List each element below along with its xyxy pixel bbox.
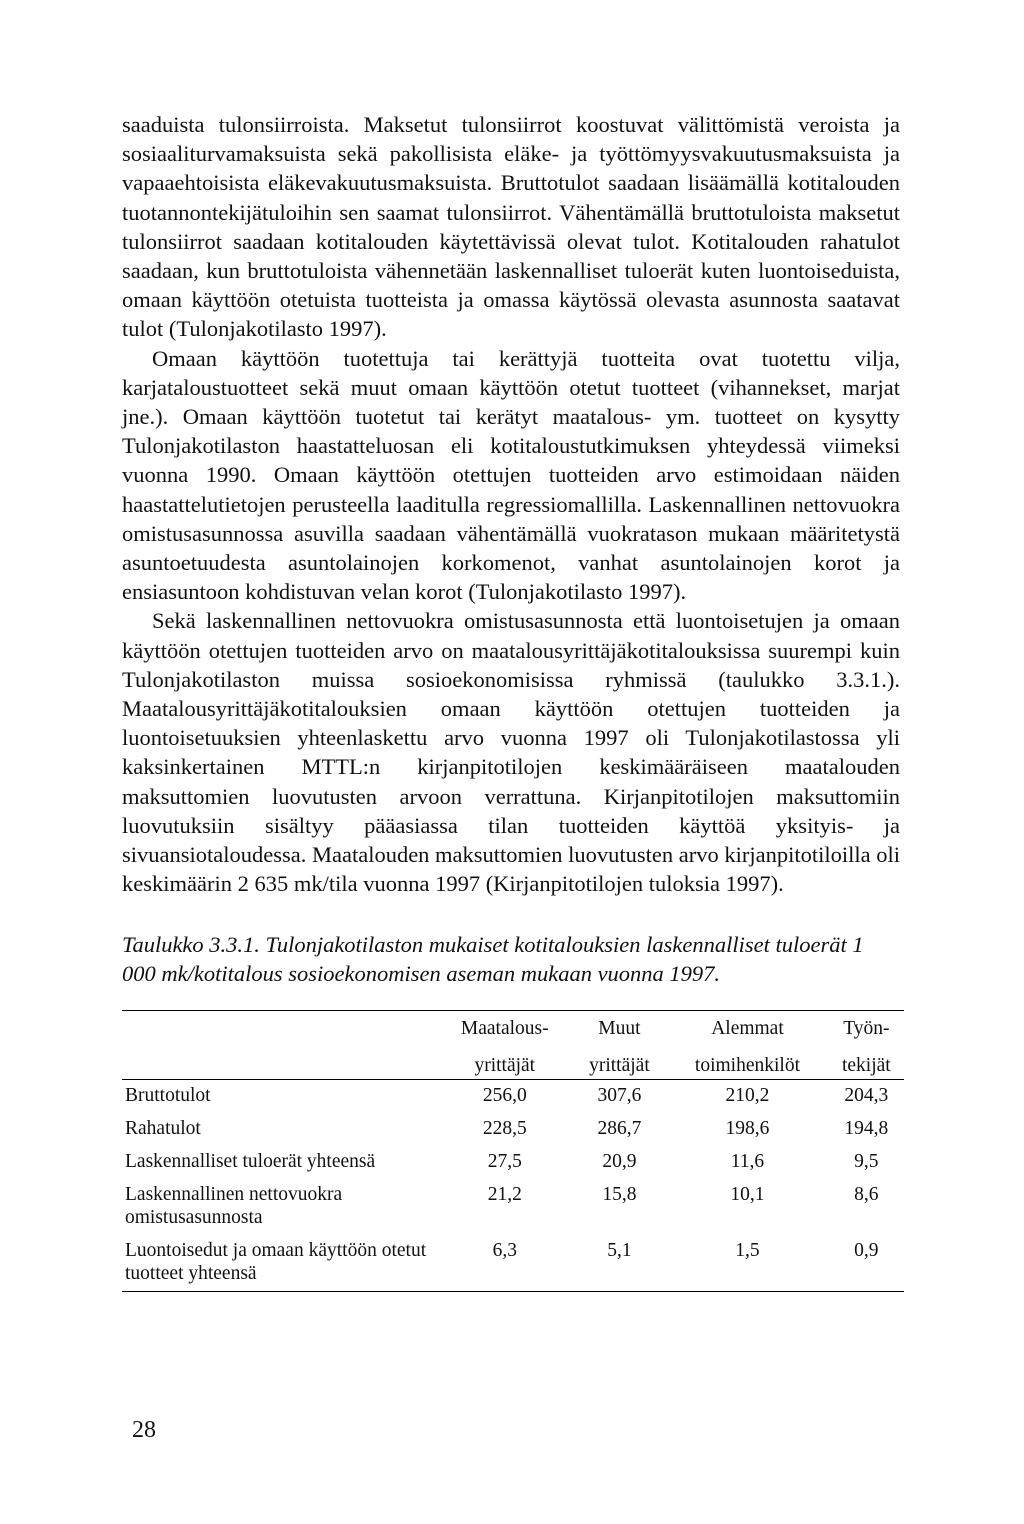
table-cell: 9,5 bbox=[854, 1151, 879, 1172]
table-cell: 1,5 bbox=[735, 1240, 760, 1261]
table-cell: 6,3 bbox=[492, 1240, 517, 1261]
table-cell: 15,8 bbox=[602, 1184, 637, 1205]
column-header: Alemmat bbox=[711, 1018, 784, 1039]
table-header-empty bbox=[122, 1045, 437, 1080]
table-cell: 11,6 bbox=[730, 1151, 765, 1172]
table-cell: 307,6 bbox=[597, 1085, 642, 1106]
paragraph: Sekä laskennallinen nettovuokra omistusasunnosta että luontoisetujen ja omaan käyttöön otettujen tuotteiden arvo on maatalousyrittäjäkotitalouksissa suurempi kuin Tulonjakotilaston muissa sosioekonomisissa ryhmissä (taulukko 3.3.1.). Maatalousyrittäjäkotitalouksien omaan käyttöön otettujen tuotteiden ja luontoisetuuksien yhteenlaskettu arvo vuonna 1997 oli Tulonjakotilastossa yli kaksinkertainen MTTL:n kirjanpitotilojen keskimääräiseen maatalouden maksuttomien luovutusten arvoon verrattuna. Kirjanpitotilojen maksuttomiin luovutuksiin sisältyy pääasiassa tilan tuotteiden käyttöä yksityis- ja sivuansiotaloudessa. Maatalouden maksuttomien luovutusten arvo kirjanpitotiloilla oli keskimäärin 2 635 mk/tila vuonna 1997 (Kirjanpitotilojen tuloksia 1997). bbox=[122, 608, 900, 897]
table-cell: 10,1 bbox=[730, 1184, 765, 1205]
table-row bbox=[122, 1179, 904, 1235]
row-label: Bruttotulot bbox=[125, 1085, 211, 1106]
table-cell: 0,9 bbox=[854, 1240, 879, 1261]
table-row bbox=[122, 1080, 904, 1114]
table-row bbox=[122, 1146, 904, 1179]
table-cell: 5,1 bbox=[607, 1240, 632, 1261]
column-header: Muut bbox=[598, 1018, 641, 1039]
row-label: Luontoisedut ja omaan käyttöön otetut tuotteet yhteensä bbox=[125, 1240, 427, 1284]
table-cell: 256,0 bbox=[482, 1085, 527, 1106]
table-row bbox=[122, 1235, 904, 1291]
row-label: Rahatulot bbox=[125, 1118, 201, 1139]
table-row bbox=[122, 1113, 904, 1146]
row-label: Laskennalliset tuloerät yhteensä bbox=[125, 1151, 376, 1172]
table-cell: 286,7 bbox=[597, 1118, 642, 1139]
table-cell: 228,5 bbox=[482, 1118, 527, 1139]
table-cell: 8,6 bbox=[854, 1184, 879, 1205]
column-header: Maatalous- bbox=[460, 1018, 549, 1039]
row-label: Laskennallinen nettovuokra omistusasunnosta bbox=[125, 1184, 343, 1228]
page-number: 28 bbox=[132, 1417, 156, 1443]
table-cell: 194,8 bbox=[844, 1118, 889, 1139]
table-cell: 21,2 bbox=[487, 1184, 522, 1205]
table-cell: 210,2 bbox=[725, 1085, 770, 1106]
table-cell: 27,5 bbox=[487, 1151, 522, 1172]
income-table-wrapper bbox=[122, 1010, 904, 1292]
income-table bbox=[122, 1011, 904, 1291]
table-header-empty bbox=[122, 1011, 437, 1045]
column-header: toimihenkilöt bbox=[666, 1045, 828, 1080]
column-header: tekijät bbox=[829, 1045, 904, 1080]
column-header: yrittäjät bbox=[437, 1045, 573, 1080]
column-header: yrittäjät bbox=[573, 1045, 667, 1080]
paragraph: saaduista tulonsiirroista. Maksetut tulonsiirrot koostuvat välittömistä veroista ja sosiaaliturvamaksuista sekä pakollisista eläke- ja työttömyysvakuutusmaksuista ja vapaaehtoisista eläkevakuutusmaksuista. Bruttotulot saadaan lisäämällä kotitalouden tuotannontekijätuloihin sen saamat tulonsiirrot. Vähentämällä bruttotuloista maksetut tulonsiirrot saadaan kotitalouden käytettävissä olevat tulot. Kotitalouden rahatulot saadaan, kun bruttotuloista vähennetään laskennalliset tuloerät kuten luontoiseduista, omaan käyttöön otetuista tuotteista ja omassa käytössä olevasta asunnosta saatavat tulot (Tulonjakotilasto 1997). bbox=[122, 112, 900, 342]
paragraph: Omaan käyttöön tuotettuja tai kerättyjä tuotteita ovat tuotettu vilja, karjataloustuotteet sekä muut omaan käyttöön otetut tuotteet (vihannekset, marjat jne.). Omaan käyttöön tuotetut tai kerätyt maatalous- ym. tuotteet on kysytty Tulonjakotilaston haastatteluosan eli kotitaloustutkimuksen yhteydessä viimeksi vuonna 1990. Omaan käyttöön otettujen tuotteiden arvo estimoidaan näiden haastattelutietojen perusteella laaditulla regressiomallilla. Laskennallinen nettovuokra omistusasunnossa asuvilla saadaan vähentämällä vuokratason mukaan määritetystä asuntoetuudesta asuntolainojen korkomenot, vanhat asuntolainojen korot ja ensiasuntoon kohdistuvan velan korot (Tulonjakotilasto 1997). bbox=[122, 345, 900, 605]
table-cell: 204,3 bbox=[844, 1085, 889, 1106]
table-cell: 198,6 bbox=[725, 1118, 770, 1139]
table-cell: 20,9 bbox=[602, 1151, 637, 1172]
body-text bbox=[122, 110, 900, 898]
table-header-row bbox=[122, 1045, 904, 1080]
table-header-row bbox=[122, 1011, 904, 1045]
table-caption: Taulukko 3.3.1. Tulonjakotilaston mukaiset kotitalouksien laskennalliset tuloerät 1 000 mk/kotitalous sosioekonomisen aseman mukaan vuonna 1997. bbox=[122, 932, 864, 986]
column-header: Työn- bbox=[843, 1018, 890, 1039]
